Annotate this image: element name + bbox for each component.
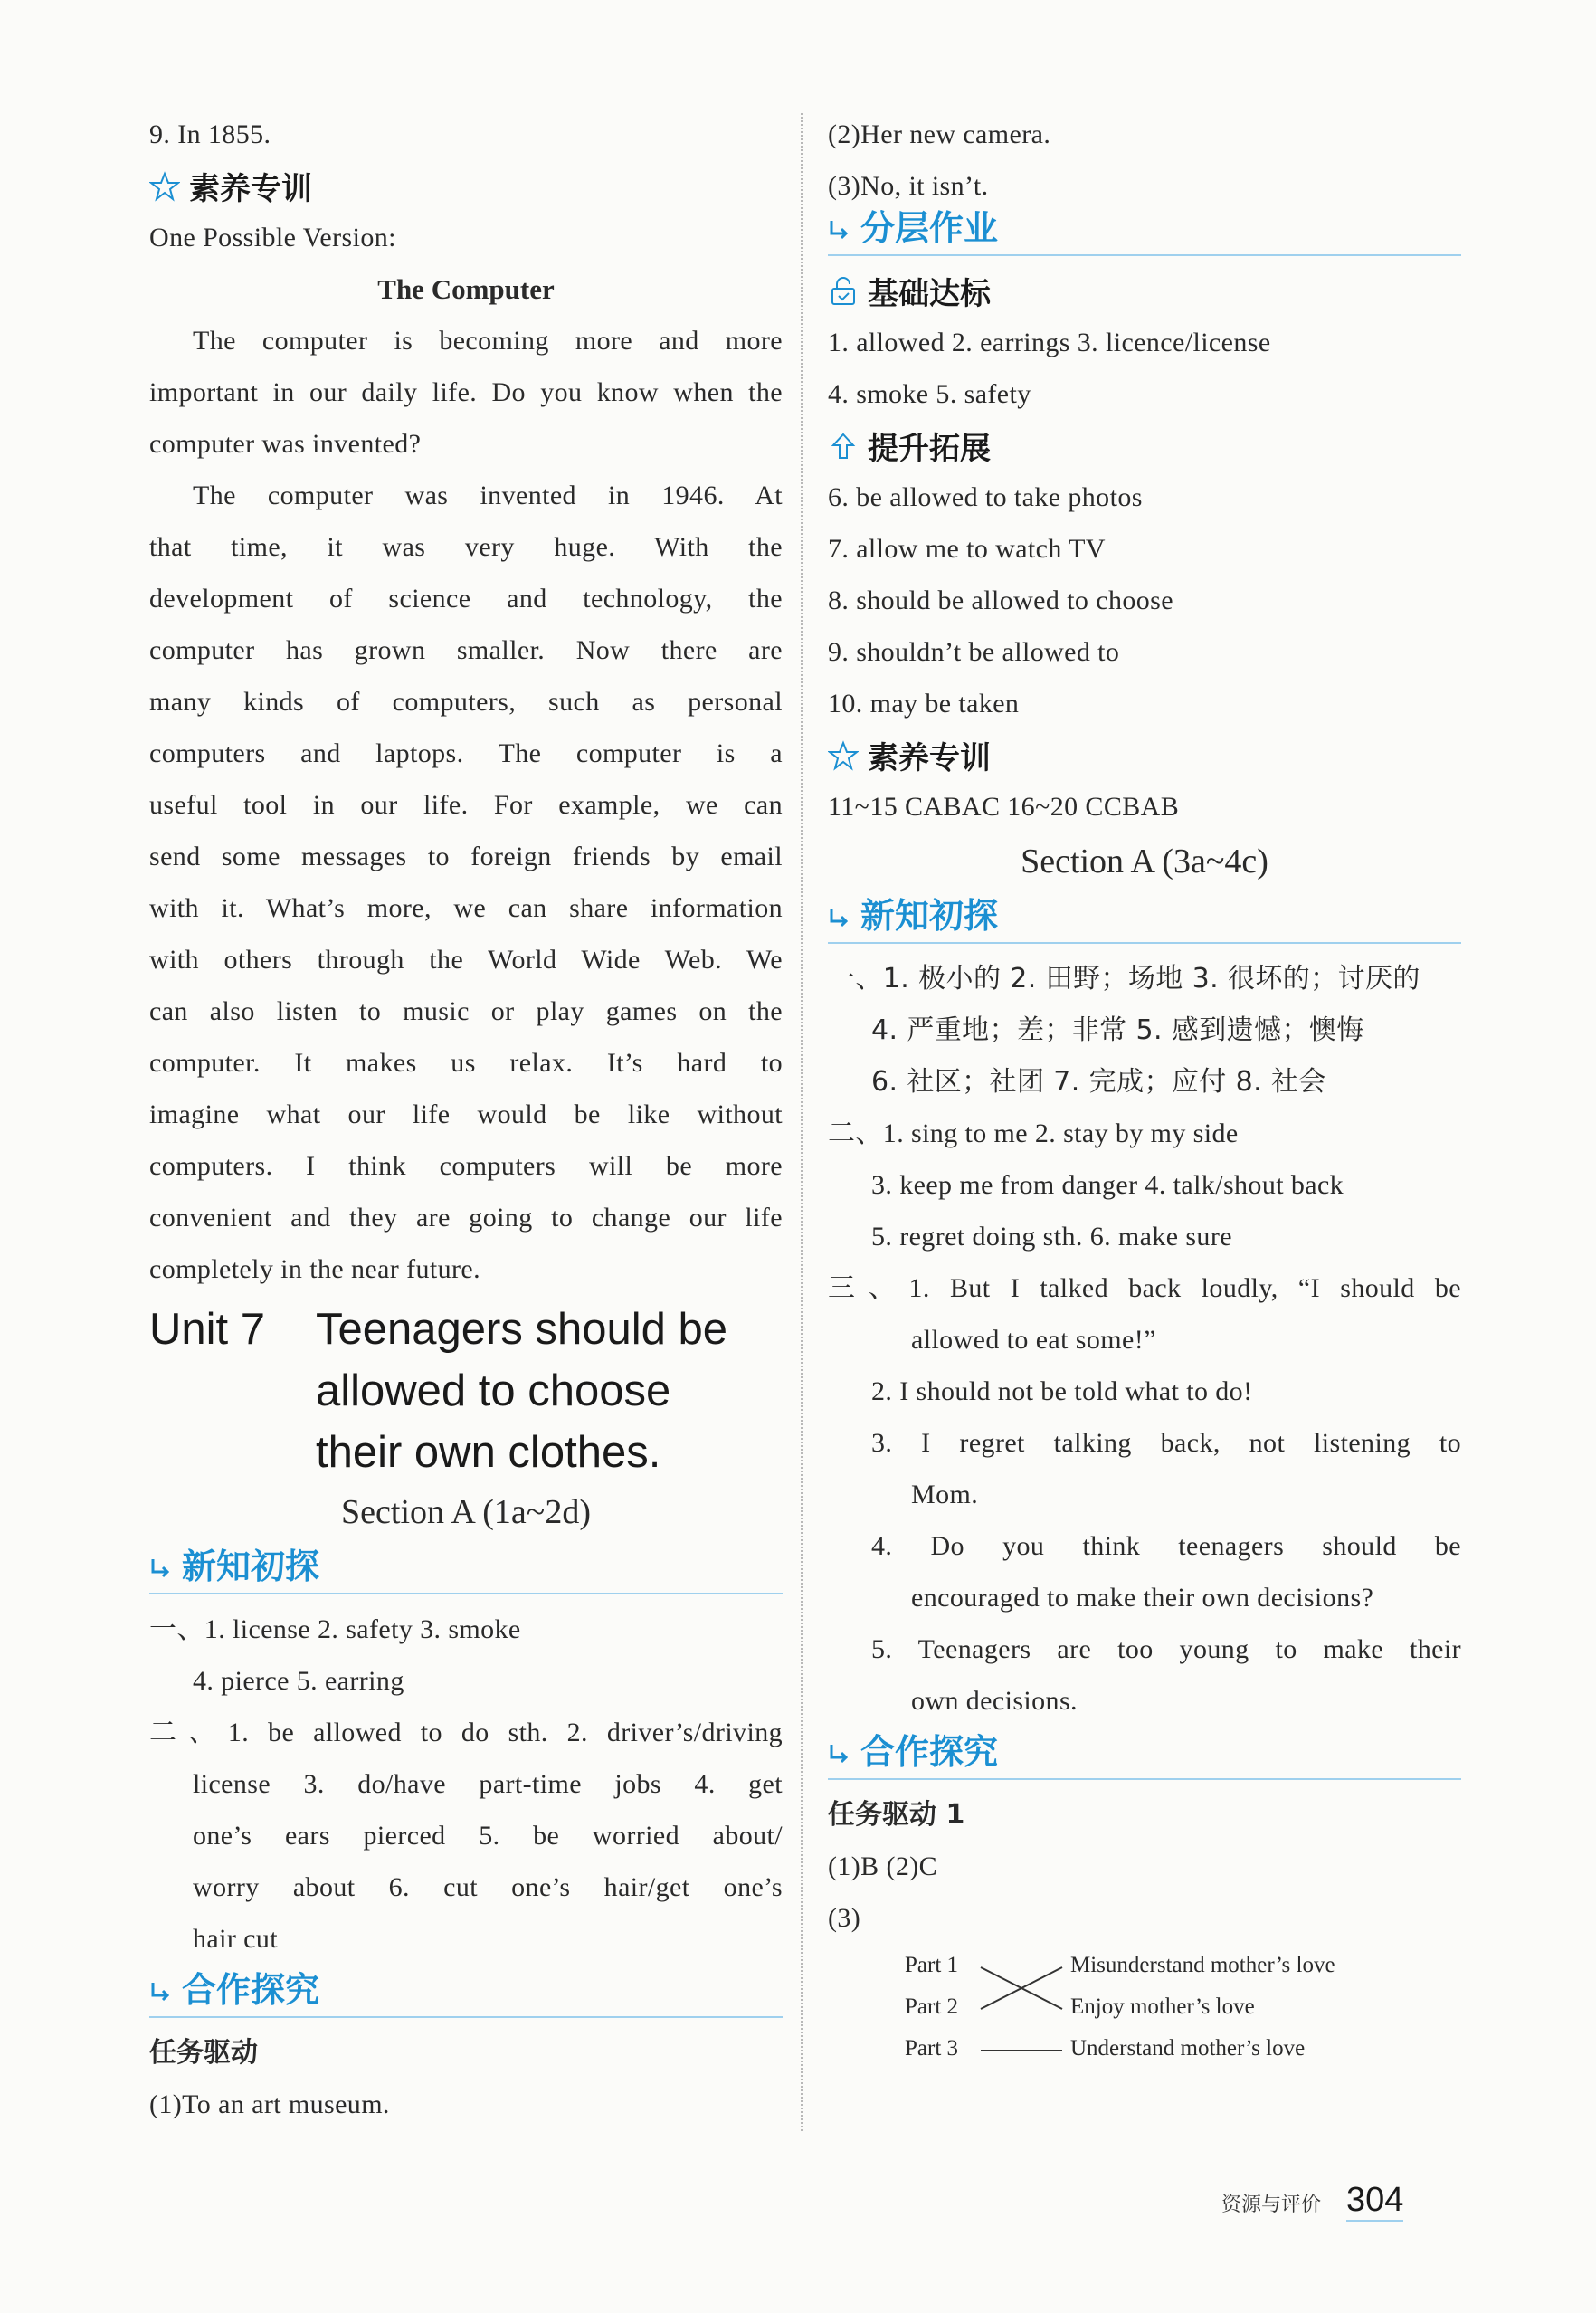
right-column bbox=[828, 109, 1461, 2076]
heading-tisheng: 提升拓展 bbox=[828, 420, 1461, 471]
task-answer: (1)B (2)C bbox=[828, 1851, 938, 1881]
answer-line: 4. smoke 5. safety bbox=[828, 379, 1031, 409]
essay-line: imagine what our life would be like without bbox=[149, 1099, 783, 1129]
essay-line: with others through the World Wide Web. We bbox=[149, 945, 783, 975]
heading-jichu: 基础达标 bbox=[828, 265, 1461, 317]
answer-line: 二、1. be allowed to do sth. 2. driver’s/driving bbox=[149, 1718, 783, 1747]
heading-xinzhi-right: 新知初探 bbox=[828, 890, 1461, 944]
left-column bbox=[149, 109, 783, 2130]
answer-line: 2. I should not be told what to do! bbox=[871, 1376, 1253, 1406]
essay-line: computer was invented? bbox=[149, 429, 422, 459]
unit-name: Teenagers should be allowed to choose their own clothes. bbox=[316, 1305, 727, 1477]
essay-line: completely in the near future. bbox=[149, 1254, 481, 1284]
answer-line: 8. should be allowed to choose bbox=[828, 585, 1173, 615]
answer-line: 4. pierce 5. earring bbox=[193, 1666, 404, 1696]
match-item: Enjoy mother’s love bbox=[1070, 1994, 1255, 2019]
essay-line: can also listen to music or play games on the bbox=[149, 996, 783, 1026]
heading-hezuo-right: 合作探究 bbox=[828, 1727, 1461, 1780]
essay-line: important in our daily life. Do you know when the bbox=[149, 377, 783, 407]
answer-line: worry about 6. cut one’s hair/get one’s bbox=[193, 1872, 783, 1902]
answer-line: 9. shouldn’t be allowed to bbox=[828, 637, 1120, 667]
answer-line: 三、1. But I talked back loudly, “I should be bbox=[828, 1273, 1461, 1303]
essay-line: development of science and technology, the bbox=[149, 584, 783, 614]
essay-line: convenient and they are going to change our life bbox=[149, 1203, 783, 1233]
answer-line: 7. allow me to watch TV bbox=[828, 534, 1106, 564]
essay-line: computers and laptops. The computer is a bbox=[149, 738, 783, 768]
star-icon bbox=[828, 740, 859, 771]
corner-arrow-icon bbox=[828, 217, 851, 241]
answer-line: 6. be allowed to take photos bbox=[828, 482, 1143, 512]
corner-arrow-icon bbox=[828, 905, 851, 928]
essay-line: many kinds of computers, such as personal bbox=[149, 687, 783, 717]
answer-9: 9. In 1855. bbox=[149, 119, 271, 149]
unit-title bbox=[149, 1299, 783, 1483]
column-divider bbox=[801, 113, 803, 2131]
answer-line: own decisions. bbox=[911, 1686, 1078, 1716]
heading-suyang-right: 素养专训 bbox=[828, 729, 1461, 781]
answer-line: 5. Teenagers are too young to make their bbox=[871, 1634, 1461, 1664]
section-title: Section A (1a~2d) bbox=[341, 1493, 591, 1531]
essay-line: computer. It makes us relax. It’s hard to bbox=[149, 1048, 783, 1078]
star-icon bbox=[149, 171, 180, 202]
answer-line: 4. 严重地；差；非常 5. 感到遗憾；懊悔 bbox=[871, 1014, 1364, 1046]
task-label: 任务驱动 bbox=[149, 2037, 258, 2069]
essay-line: with it. What’s more, we can share information bbox=[149, 893, 783, 923]
answer-line: 二、1. sing to me 2. stay by my side bbox=[828, 1118, 1239, 1148]
footer-label: 资源与评价 bbox=[1221, 2194, 1322, 2216]
version-label: One Possible Version: bbox=[149, 223, 396, 252]
answer-line: allowed to eat some!” bbox=[911, 1325, 1156, 1355]
essay-line: computer has grown smaller. Now there are bbox=[149, 635, 783, 665]
answer-line: 11~15 CABAC 16~20 CCBAB bbox=[828, 792, 1180, 822]
task-answer: (1)To an art museum. bbox=[149, 2089, 390, 2119]
answer-line: encouraged to make their own decisions? bbox=[911, 1583, 1374, 1613]
task-label: 任务驱动 1 bbox=[828, 1799, 965, 1831]
corner-arrow-icon bbox=[149, 1979, 173, 2003]
connector-lines bbox=[977, 1949, 1068, 2076]
answer-line: one’s ears pierced 5. be worried about/ bbox=[193, 1821, 783, 1851]
answer-line: 6. 社区；社团 7. 完成；应付 8. 社会 bbox=[871, 1066, 1326, 1098]
essay-line: The computer is becoming more and more bbox=[193, 326, 783, 356]
part-label: Part 1 bbox=[905, 1953, 959, 1977]
page-number: 304 bbox=[1346, 2181, 1403, 2222]
page-footer bbox=[1221, 2181, 1403, 2222]
essay-line: The computer was invented in 1946. At bbox=[193, 481, 783, 510]
match-item: Misunderstand mother’s love bbox=[1070, 1953, 1335, 1977]
lock-icon bbox=[828, 276, 859, 307]
match-item: Understand mother’s love bbox=[1070, 2036, 1306, 2061]
part-label: Part 2 bbox=[905, 1994, 959, 2019]
essay-line: send some messages to foreign friends by email bbox=[149, 842, 783, 871]
essay-line: that time, it was very huge. With the bbox=[149, 532, 783, 562]
answer-line: 10. may be taken bbox=[828, 689, 1020, 719]
answer-line: (3)No, it isn’t. bbox=[828, 171, 989, 201]
answer-line: 一、1. 极小的 2. 田野；场地 3. 很坏的；讨厌的 bbox=[828, 963, 1420, 995]
answer-line: (2)Her new camera. bbox=[828, 119, 1051, 149]
answer-line: license 3. do/have part-time jobs 4. get bbox=[193, 1769, 783, 1799]
heading-fenceng: 分层作业 bbox=[828, 203, 1461, 256]
answer-line: Mom. bbox=[911, 1480, 979, 1509]
task-answer: (3) bbox=[828, 1903, 861, 1933]
answer-line: 3. I regret talking back, not listening to bbox=[871, 1428, 1461, 1458]
up-arrow-icon bbox=[828, 431, 859, 462]
corner-arrow-icon bbox=[149, 1556, 173, 1579]
answer-line: 1. allowed 2. earrings 3. licence/license bbox=[828, 328, 1271, 357]
heading-xinzhi: 新知初探 bbox=[149, 1541, 783, 1594]
corner-arrow-icon bbox=[828, 1741, 851, 1765]
answer-line: 一、1. license 2. safety 3. smoke bbox=[149, 1614, 521, 1644]
essay-title: The Computer bbox=[377, 273, 555, 305]
matching-diagram bbox=[828, 1949, 1461, 2076]
answer-line: 4. Do you think teenagers should be bbox=[871, 1531, 1461, 1561]
heading-hezuo: 合作探究 bbox=[149, 1965, 783, 2018]
answer-line: 3. keep me from danger 4. talk/shout back bbox=[871, 1170, 1344, 1200]
essay-line: computers. I think computers will be more bbox=[149, 1151, 783, 1181]
unit-number: Unit 7 bbox=[149, 1305, 266, 1354]
section-title: Section A (3a~4c) bbox=[1021, 842, 1268, 880]
essay-line: useful tool in our life. For example, we can bbox=[149, 790, 783, 820]
heading-suyang: 素养专训 bbox=[149, 160, 783, 212]
answer-line: hair cut bbox=[193, 1924, 278, 1954]
part-label: Part 3 bbox=[905, 2036, 959, 2061]
answer-line: 5. regret doing sth. 6. make sure bbox=[871, 1222, 1232, 1252]
